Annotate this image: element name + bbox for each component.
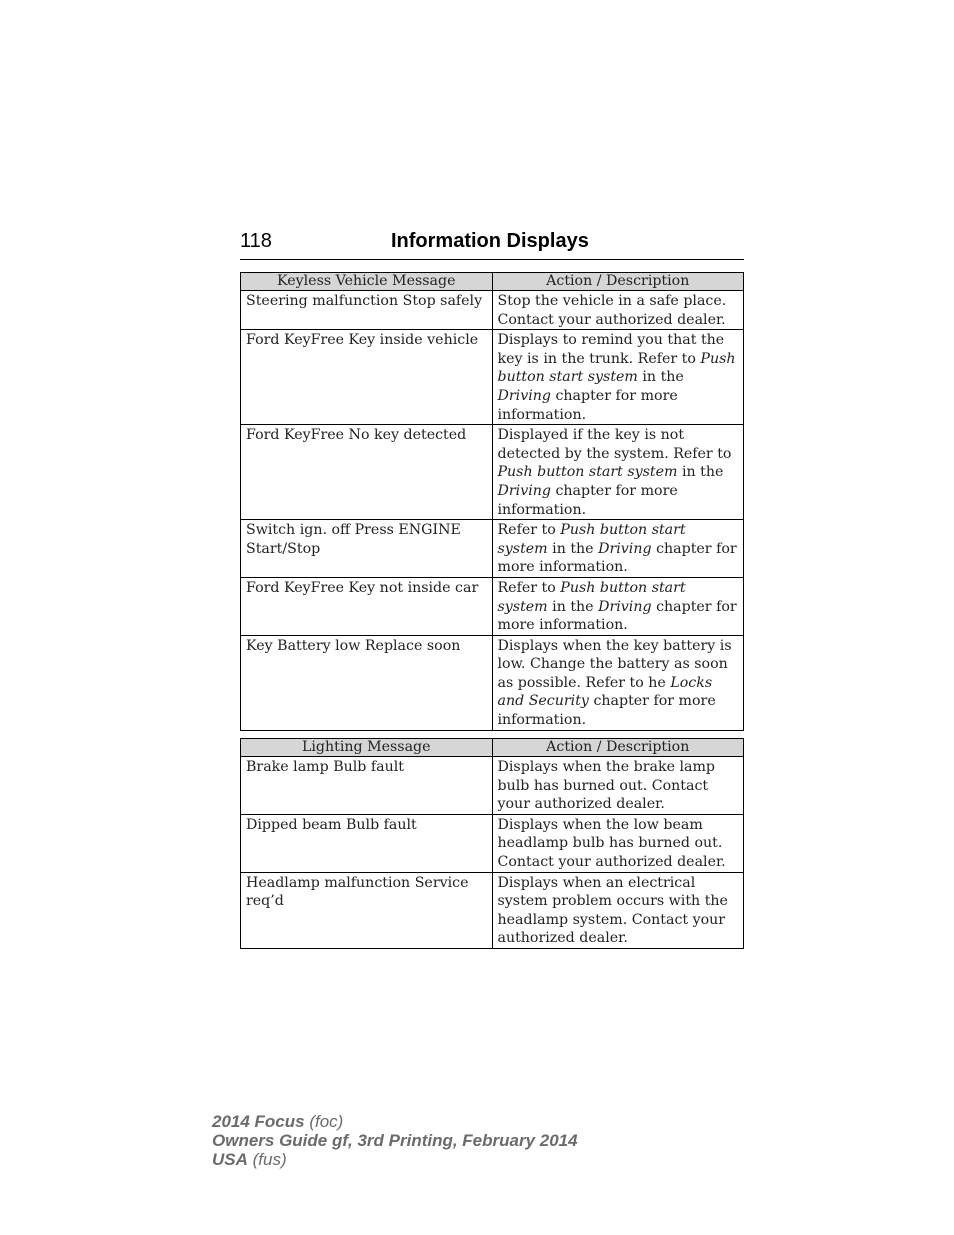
- message-cell: Dipped beam Bulb fault: [241, 814, 493, 872]
- column-header-action: Action / Description: [492, 273, 744, 291]
- column-header-action: Action / Description: [492, 739, 744, 757]
- table-row: [241, 757, 744, 815]
- table-row: [241, 577, 744, 635]
- table-header-row: [241, 739, 744, 757]
- table-row: [241, 635, 744, 730]
- table-row: [241, 425, 744, 520]
- description-cell: Displays when the key battery is low. Change the battery as soon as possible. Refer to he Locks and Security chapter for more information.: [492, 635, 744, 730]
- table-row: [241, 814, 744, 872]
- page-footer: [212, 1112, 578, 1169]
- message-cell: Ford KeyFree No key detected: [241, 425, 493, 520]
- message-cell: Steering malfunction Stop safely: [241, 291, 493, 330]
- message-cell: Switch ign. off Press ENGINE Start/Stop: [241, 520, 493, 578]
- table-row: [241, 872, 744, 948]
- description-cell: Displays to remind you that the key is in the trunk. Refer to Push button start system in the Driving chapter for more information.: [492, 330, 744, 425]
- lighting-message-table: [240, 738, 744, 949]
- description-cell: Stop the vehicle in a safe place. Contact your authorized dealer.: [492, 291, 744, 330]
- message-cell: Brake lamp Bulb fault: [241, 757, 493, 815]
- description-cell: Refer to Push button start system in the Driving chapter for more information.: [492, 577, 744, 635]
- footer-line-region: USA (fus): [212, 1150, 287, 1169]
- message-cell: Headlamp malfunction Service req’d: [241, 872, 493, 948]
- footer-line-guide: Owners Guide gf, 3rd Printing, February 2014: [212, 1131, 578, 1150]
- message-cell: Ford KeyFree Key inside vehicle: [241, 330, 493, 425]
- column-header-message: Lighting Message: [241, 739, 493, 757]
- table-row: [241, 520, 744, 578]
- section-title: Information Displays: [391, 230, 589, 252]
- message-cell: Ford KeyFree Key not inside car: [241, 577, 493, 635]
- table-row: [241, 291, 744, 330]
- table-row: [241, 330, 744, 425]
- message-cell: Key Battery low Replace soon: [241, 635, 493, 730]
- column-header-message: Keyless Vehicle Message: [241, 273, 493, 291]
- keyless-vehicle-table: [240, 272, 744, 731]
- description-cell: Displayed if the key is not detected by the system. Refer to Push button start system in the Driving chapter for more information.: [492, 425, 744, 520]
- description-cell: Refer to Push button start system in the Driving chapter for more information.: [492, 520, 744, 578]
- description-cell: Displays when the low beam headlamp bulb has burned out. Contact your authorized dealer.: [492, 814, 744, 872]
- footer-line-model: 2014 Focus (foc): [212, 1112, 344, 1131]
- table-header-row: [241, 273, 744, 291]
- description-cell: Displays when the brake lamp bulb has burned out. Contact your authorized dealer.: [492, 757, 744, 815]
- page-number: 118: [240, 230, 272, 252]
- description-cell: Displays when an electrical system problem occurs with the headlamp system. Contact your authorized dealer.: [492, 872, 744, 948]
- page-header: [240, 229, 744, 260]
